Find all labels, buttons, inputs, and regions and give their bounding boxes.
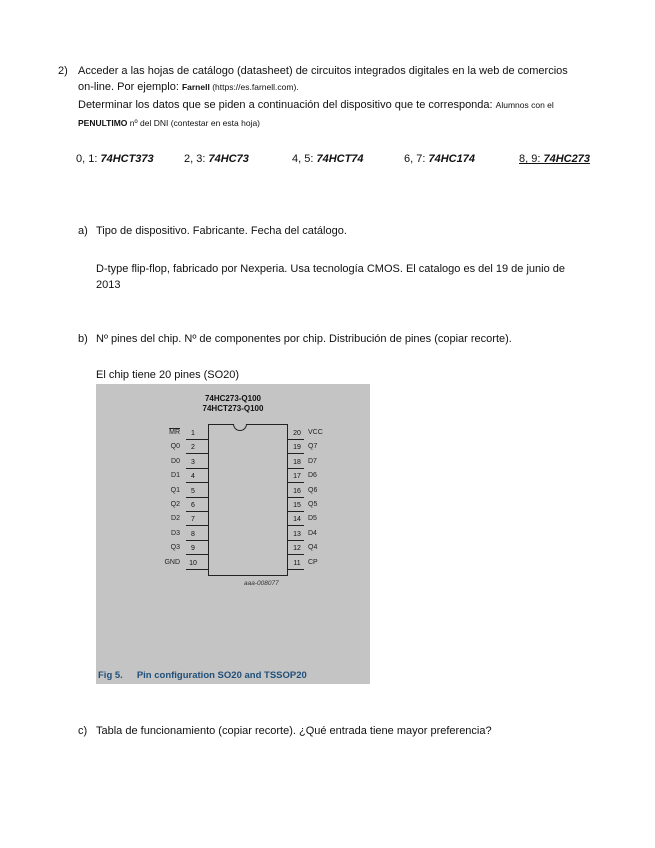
pin-label-left: $\overline{MR}$ [169, 429, 180, 436]
assignment-4-5 [292, 152, 364, 166]
pin-number-left: 2 [186, 443, 200, 454]
pin-number-left: 9 [186, 544, 200, 555]
pin-lead-left [200, 511, 208, 512]
pin-label-right: D4 [308, 529, 317, 537]
section-c-question: Tabla de funcionamiento (copiar recorte). ¿Qué entrada tiene mayor preferencia? [96, 725, 492, 737]
figure-caption-text: Pin configuration SO20 and TSSOP20 [136, 670, 307, 681]
pin-number-left: 10 [186, 559, 200, 570]
pin-lead-left [200, 525, 208, 526]
assignment-device: 74HCT373 [100, 153, 154, 165]
farnell-url: (https://es.farnell.com). [209, 82, 299, 92]
section-a-label: a) [78, 225, 88, 237]
pin-number-right: 15 [290, 501, 304, 512]
pin-number-right: 20 [290, 429, 304, 440]
pin-number-left: 4 [186, 472, 200, 483]
pin-number-left: 1 [186, 429, 200, 440]
assignment-device: 74HC73 [208, 153, 249, 165]
section-b-question: Nº pines del chip. Nº de componentes por chip. Distribución de pines (copiar recorte). [96, 333, 512, 345]
pin-label-left: D1 [171, 472, 180, 480]
penultimo-text: PENULTIMO [78, 118, 128, 128]
section-a-answer-1: D-type flip-flop, fabricado por Nexperia. Usa tecnología CMOS. El catalogo es del 19 de junio de [96, 263, 565, 275]
pin-label-left: Q2 [170, 501, 180, 508]
pin-label-right: D7 [308, 457, 317, 465]
pin-label-left: D3 [171, 529, 180, 537]
pin-label-left: D0 [171, 457, 180, 465]
question-line-1: Acceder a las hojas de catálogo (datasheet) de circuitos integrados digitales en la web de comercios [78, 65, 568, 77]
pin-number-left: 3 [186, 458, 200, 469]
pin-label-left: D2 [171, 515, 180, 523]
figure-title-1: 74HC273-Q100 [204, 394, 262, 403]
figure-caption-number: Fig 5. [98, 670, 123, 681]
assignment-device: 74HC174 [428, 153, 475, 165]
pin-number-left: 6 [186, 501, 200, 512]
pin-configuration-figure [96, 384, 370, 684]
question-line-4 [78, 116, 260, 130]
assignment-digits: 6, 7: [404, 153, 429, 165]
farnell-name: Farnell [181, 82, 210, 92]
assignment-0-1 [76, 152, 154, 166]
section-b-label: b) [78, 333, 88, 345]
pin-number-right: 12 [290, 544, 304, 555]
figure-title-2: 74HCT273-Q100 [202, 404, 264, 413]
assignment-8-9-selected [519, 152, 590, 166]
pin-lead-left [200, 439, 208, 440]
chip-notch-icon [233, 417, 247, 431]
pin-lead-left [200, 540, 208, 541]
pin-number-right: 11 [290, 559, 304, 570]
pin-lead-left [200, 453, 208, 454]
assignment-device: 74HCT74 [316, 153, 364, 165]
example-prefix: on-line. Por ejemplo: [78, 81, 182, 93]
chip-body [208, 424, 288, 576]
pin-label-right: CP [308, 558, 318, 566]
question-number: 2) [58, 65, 68, 77]
students-text: Alumnos con el [495, 100, 554, 110]
pin-label-left: Q3 [170, 544, 180, 552]
pin-label-right: D6 [308, 472, 317, 480]
pin-lead-left [200, 468, 208, 469]
pin-number-right: 14 [290, 515, 304, 526]
pin-label-right: VCC [308, 429, 323, 436]
figure-caption [98, 670, 307, 681]
assignment-2-3 [184, 152, 249, 166]
pin-label-right: Q6 [308, 486, 318, 494]
pin-number-left: 8 [186, 530, 200, 541]
section-a-answer-2: 2013 [96, 279, 121, 291]
pin-lead-left [200, 497, 208, 498]
section-c-label: c) [78, 725, 88, 737]
pin-label-right: Q7 [308, 443, 318, 451]
dni-text: nº del DNI (contestar en esta hoja) [127, 118, 260, 128]
pin-number-right: 18 [290, 458, 304, 469]
assignment-digits: 4, 5: [292, 153, 317, 165]
pin-label-right: D5 [308, 515, 317, 523]
assignment-6-7 [404, 152, 475, 166]
assignment-digits: 0, 1: [76, 153, 101, 165]
pin-number-right: 19 [290, 443, 304, 454]
pin-lead-left [200, 482, 208, 483]
assignment-digits: 2, 3: [184, 153, 209, 165]
question-line-3 [78, 98, 554, 112]
pin-number-right: 16 [290, 487, 304, 498]
instructions-text: Determinar los datos que se piden a continuación del dispositivo que te corresponda: [78, 99, 496, 111]
pin-label-right: Q4 [308, 544, 318, 552]
pin-label-left: Q0 [170, 443, 180, 451]
pin-label-right: Q5 [308, 501, 318, 508]
pin-label-left: Q1 [170, 486, 180, 494]
section-a-question: Tipo de dispositivo. Fabricante. Fecha del catálogo. [96, 225, 347, 237]
pin-lead-left [200, 554, 208, 555]
assignment-device: 74HC273 [543, 153, 590, 165]
pin-number-right: 17 [290, 472, 304, 483]
assignment-digits: 8, 9: [519, 153, 544, 165]
section-b-answer: El chip tiene 20 pines (SO20) [96, 369, 240, 381]
question-line-2 [78, 80, 299, 94]
pin-lead-left [200, 569, 208, 570]
pin-number-right: 13 [290, 530, 304, 541]
figure-code: aaa-008077 [244, 580, 279, 587]
pin-number-left: 7 [186, 515, 200, 526]
pin-number-left: 5 [186, 487, 200, 498]
pin-label-left: GND [164, 558, 180, 566]
